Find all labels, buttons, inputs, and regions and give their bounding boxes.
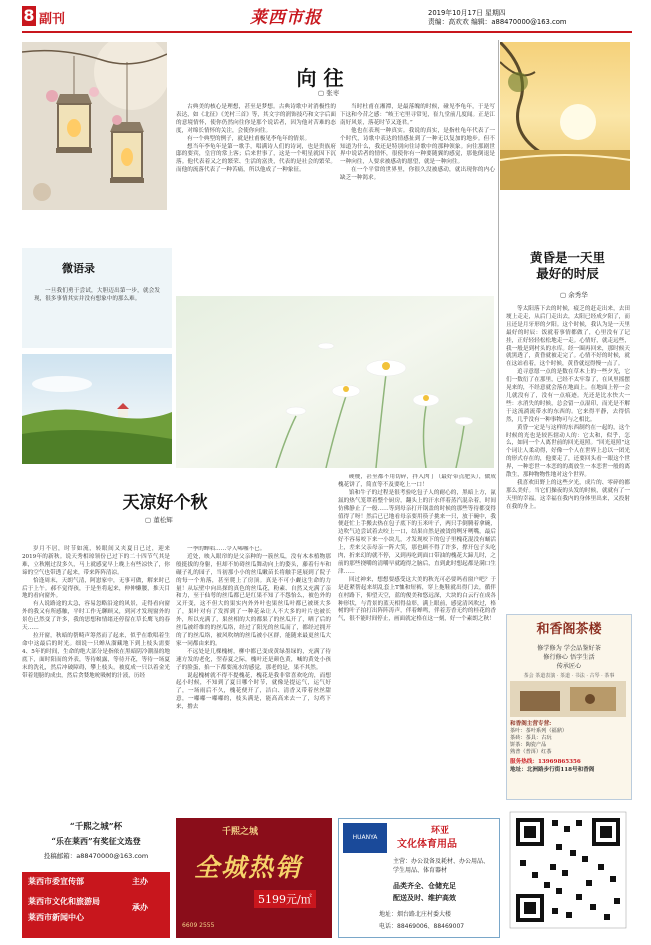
grassland-illustration [22, 354, 172, 464]
organizer-1: 莱西市委宣传部 [28, 877, 84, 886]
paragraph: 近处，映入眼帘的是父亲种的一簇丝瓜，没有木本植物那般挺拔的身躯，但却不妨碍丝瓜舞动向上的姿头，藤着行车和碾子礼的园子，当初那小小的丝瓜嫩苗长将触手延展到了院子的每一个角落，甚至爬上了房顶。真是不可小觑这生命的力量！从坛壁中向出探的真色的丝瓜花，粉素、自然又充满了亲和力，至于仙萼的丝瓜都已是红果不知了不怨怡么，被色外的又开变，这不但大的果实内外外叶也果丝瓜叶都已被斑大多了，果叶对有了发挥到了一种花朵让人不大多的叶片也被长外，所以充满了，果丝相的大的都果了的丝瓜开了，晒了后的丝瓜被纤维的的丝瓜络，经过了阳光的丝瓜而了，都经过拥开的了的丝瓜络，被风吹纳的丝瓜被小区群，能随来最更丝瓜大家一同都由来的。 [176, 553, 331, 647]
tea-house-illustration [510, 681, 626, 717]
weiyu-box [22, 248, 172, 348]
contest-email: 投稿邮箱：a88470000@163.com [43, 852, 149, 860]
paragraph: 追寻意愿一点的是数在草木上的一些夕光，它们一数衍了在那里，已经不太牢靠了，在风里摇摆晃来的，不经意就会落在地面上。在地面上停一会儿就没有了，没有一点痕迹。光还是比水快大一些：水消失的时候，总会留一点湿印，而光是不解于这流淌流带水的东西的。它来得平静，去得恬然，几乎没有一种事物可与之相比。 [506, 369, 630, 423]
contest-subtitle: “乐在莱西”有奖征文选登 [51, 836, 141, 846]
lantern-illustration [22, 42, 167, 210]
organizer-role-1: 主办 [132, 877, 148, 886]
contest-organizers [22, 872, 170, 938]
paragraph: 拉开窗，秋暗的帮畸声筹然而了起来，似乎在歌唱着生命中这最后的时光。细说一只蝉从溜藏地下到上枝头需要4、5年的时间，生命的绝大部分是指依在黑暗阴冷潮湿的地底下，面时阳而的外表，等待蜕露，等待开花，等待一场夏末的洗礼，然后冲破障碍，攀上枝头，被度成一只以着金光带着翅膀的成虫，然后贪婪地吮吸树的汁液，历经 [22, 632, 170, 679]
header-divider [22, 31, 632, 33]
real-estate-ad [176, 818, 332, 938]
real-estate-headline: 全城热销 [194, 853, 303, 882]
tianliang-col2 [176, 546, 331, 811]
newspaper-logo: 莱西市报 [250, 8, 322, 28]
article-title-huanghun: 黄昏是一天里 最好的时辰 [529, 250, 605, 281]
tianliang-col1 [22, 546, 170, 680]
qr-code [506, 804, 630, 938]
tea-ad-title: 和香阁茶楼 [536, 622, 602, 637]
author-xiangwang: ▢ 张枣 [318, 89, 340, 97]
paragraph: 馅和牛子的过程是很考验吃包子人的耐心的，黑暗上方，氤氲的热气笼罩着整个厨房，翻头上的汗水伴着蒸汽混杂着，时间仿佛静止了一般……等到母亲打开锅盖的时候的那些等待都变得值得了呀！然后已已地看母亲要用筷子挑来一只，放于碗中，我便赶忙上手搬去热在包子底下的玉米叶子，两只手倒腾着拿碗，边吹气边尝试着去咬上一口，结果自然是被烫的咧牙咧嘴，最后好不容易咬下来一小块儿，才发现咬下的包子里槐花混没有蛹活上，差来父亲母亲一阵大笑，那也顾不得了许多，撑开包子头吃肉，折来幻的就不停，又到再吃到面口带油的槐花大蹄儿时，之前的那些挠嚼的清嚼早就跑得之脑后，直到此时想起都是满口生津…… [338, 489, 496, 575]
article-title-tianliang: 天凉好个秋 [122, 493, 208, 513]
qr-code-graphic [506, 804, 630, 938]
huanya-title2: 文化体育用品 [397, 839, 457, 850]
paragraph: 古典美的核心是理想，甚至是梦想。古典诗歌中对消极性的表达，如《北征》《羌村三首》等，其文字的润饰技巧和文字后面的意境情怀，使你仍然向往你是那个说话者，因为他对苦难的态度，对绵长情怀的关注，会使你向往。 [176, 104, 336, 134]
tea-ad-phone: 服务热线：13969865356 [510, 759, 581, 765]
tea-ad-brand2: 和香阁主营专营: [510, 721, 552, 727]
paragraph: 黄昏一定是与这样的东西制约在一起的，这个时候的光也是较匹辖动人的：它太和，似乎，怎么，如同一个人离世前的回光返照。“回光返照”这个词让人柔动得，好像一个人在世界上总以一团光的形式存在的，他要走了，还要回头看一眼这个世界，一种恋世一本恋的的离放生一本恋世一般的离散生，那种物物性地对这个世界。 [506, 424, 630, 479]
grassland-photo [22, 354, 172, 464]
huanghun-body [506, 306, 630, 512]
paragraph: 不远处是几棵槐树，柳中都已变成黄绿墨绿的，充满了待速方发的老化，翌春夏之际，槐叶还是颜色黄，喊的黄处小孩子的脸蛋，掐一下都要流水的感觉，那老的是，果不其然。 [176, 648, 331, 671]
paragraph: 在一个平常的世界里，你很久没被感动，就出现你的内心缺乏一种渴求。 [340, 167, 495, 182]
weiyu-text: 一旦我们勇于尝试，大胆迈出第一步，就会发现，很多事情其实并没有想象中的那么难。 [34, 288, 160, 302]
paragraph: 等太阳落下去的时候，疲乏的赶走出来，去田埂上走走，从后门走出去，太阳已经成夕阳了，而且还是月牙形的夕阳。这个时候，我认为是一天里最好的时辰：饭就着事情都做了，心里没有了记挂，正好轻轻松松地走一走。心情好，就走远些，我一般是到村头的水库。经一圈再回来，那时候天就黑透了，黄昏就被走完了。心情不好的时候，就在这站看着，这个时候，黄昏就逗得慢一点了。 [506, 306, 630, 368]
xiangwang-col1 [176, 104, 336, 175]
tea-house-ad [506, 614, 632, 800]
tea-ad-line3: 传承匠心 [556, 663, 582, 670]
organizer-3: 莱西市新闻中心 [28, 913, 84, 922]
tea-ad-line2: 修行修心 悟字生活 [543, 654, 595, 661]
paragraph: 回过神来，想想要感受这大美的秋光可必要吗看窗户吧？于是赶紧帮起来胡乱套上T恤和短裤，穿上拖鞋就出得门去，循伴在村路下，仰望天空，蓝的俊美和悠远深，大块的白云行在成各种形状，与背景的蓝天相得益彰，满上眼前，感觉清风吹过，格树的叶子拍打出阵阵涛声，伴着蝉鸣，伴着芳香无约的桂花的香气，很不能时间停止，画面就定格在这一刻，好一个素朗之秋！ [338, 576, 496, 623]
organizer-2: 莱西市文化和旅游局 [28, 897, 100, 906]
sunset-photo [500, 42, 630, 190]
paragraph: 他也在表现一种真实。我说的真实，是指杜龟年代表了一个时代，诗歌中表达的情感扯到了一种无以复加的地步。但不知道为什么，我还是特别向往诗歌中的那种领象。向往那剧世界中说话者的情怀，很使你有一种要随翼的感觉，那他倒退是一种向往，人要求被感动的愿望，就是一种向往。 [340, 127, 495, 166]
paragraph: 有一个典型的例子，就是杜甫极见李龟年的情景。 [187, 135, 311, 142]
author-huanghun: ▢ 余秀华 [560, 291, 588, 299]
paragraph: 恰逢周末，天朗气清，阿崽家中，无事可做，解来时已后于上午。郝不觉得孩，于是坐将起来，伸伸懒腰，推天目地的看向窗外。 [22, 577, 170, 600]
paragraph: 说起槐树就不得不提槐花，槐花是我非常喜欢吃的，而想起小时候，不知到了夏日哪个时节，就像是提运气，运气好了，一场雨后不久，槐花便开了，洁白、清香又带着丝丝甜意，一嘟嘟一嘟嘟的，枝头满是，能高高来去一了，勾鸡下来，撸去 [176, 672, 331, 711]
author-tianliang: ▢ 董松辉 [145, 516, 173, 524]
paragraph: 一季的蝉唱……令人唏嘘不已。 [187, 546, 266, 552]
paragraph: 我喜欢田野上的这些夕光，成片的、零碎的都那么美好。当它们操夜的头发的时候，就就有了一天里的幸福。这幸福在我内的身体里出来，又投射在我的身上。 [506, 479, 630, 510]
tea-ad-list4: 熟普（普洱）红茶 [510, 749, 552, 755]
contest-ad [22, 818, 170, 938]
huanya-line3: 配送及时、维护高效 [393, 893, 456, 902]
huanya-address: 地址：烟台路北庄村委大楼 [379, 911, 452, 918]
sunset-illustration [500, 42, 630, 190]
tea-ad-services: 茶会 茶道表演 · 茶道 · 书法 · 古琴 · 茶事 [523, 673, 615, 679]
section-title: 副刊 [39, 12, 66, 27]
column-divider [498, 40, 499, 600]
tea-ad-address: 地址：北洲路步行街118号和香阁 [510, 767, 595, 773]
real-estate-tel: 6609 2555 [182, 922, 215, 929]
editor-info: 责编：高欢欢 编辑：a88470000@163.com [428, 18, 567, 26]
huanya-phone: 电话：88469006、88469007 [379, 923, 465, 930]
contest-title: “千熙之城”杯 [69, 822, 123, 832]
weiyu-title: 微语录 [62, 262, 95, 275]
daisy-illustration [176, 296, 494, 468]
organizer-role-2: 承办 [132, 903, 148, 912]
huanya-ad [338, 818, 500, 938]
issue-date: 2019年10月17日 星期四 [428, 9, 506, 17]
huanya-items: 主营：办公设备及耗材、办公用品、学生用品、体育器材 [393, 858, 490, 874]
tea-ad-list2: 茶砖：茶具：古玩 [510, 735, 552, 741]
paragraph: 当时杜甫在湘潭，是最落魄的时候，碰见李龟年，于是写下这和今昔之感：“岐王宅里寻常见，崔九堂前几度闻。正是江南好风景，落花时节又逢君。” [340, 104, 495, 126]
real-estate-price: 5199元/㎡ [254, 890, 316, 908]
paragraph: 想当年李龟年是第一歌手，唱满诗人们的诗词，也是贵族府邸的要宾，皇宫的常上客；后来世事了，这是一个明星就因下沉落。他代表着又之的繁荣、生活的富贵，代表的是社会的繁荣。而他的流落代表了一种苦痛，所以他成了一种象征。 [176, 143, 336, 174]
tea-ad-list3: 饼茶：陶瓷产品 [510, 742, 547, 748]
tianliang-col3 [338, 474, 496, 814]
xiangwang-col2 [340, 104, 495, 183]
huanya-line2: 品类齐全、仓储充足 [393, 881, 456, 890]
lantern-photo [22, 42, 167, 210]
paragraph: 硬梗，甚至都不用切碎，拌入肉丁（最好带点肥头），做成槐花饼了，简直等不及要吃上一口！ [338, 474, 496, 488]
article-title-xiangwang: 向 往 [296, 66, 344, 90]
daisy-photo [176, 296, 494, 468]
huanya-logo: HUANYA [343, 823, 387, 853]
tea-ad-line1: 修学修为 学会品鉴好茶 [537, 645, 601, 652]
paragraph: 岁月不居，时节如流，转眼间又夹夏日已过，迎来2019年的新秋。说天秀相琼领份已过下的二十四节气其是难，立秋刚过没多久，马上就感觉早上晚上有些凉快了，你谛的空气也带透了起来，带来阵阵清凉。 [22, 546, 170, 576]
paragraph: 有人说路途的太急，容易忽略沿途的风景，走得看向窗外的我又有所感触，平时工作无聊顾又，到河才发现窗外的景色已然变了许多，我的思想和情绪还停留在草长鹰飞的春天…… [22, 601, 170, 632]
page-number: 8 [23, 6, 35, 25]
tea-ad-list1: 茶叶：茶叶系列（福鼎） [510, 728, 568, 734]
huanya-title1: 环亚 [431, 826, 450, 836]
real-estate-brand: 千熙之城 [222, 827, 259, 837]
